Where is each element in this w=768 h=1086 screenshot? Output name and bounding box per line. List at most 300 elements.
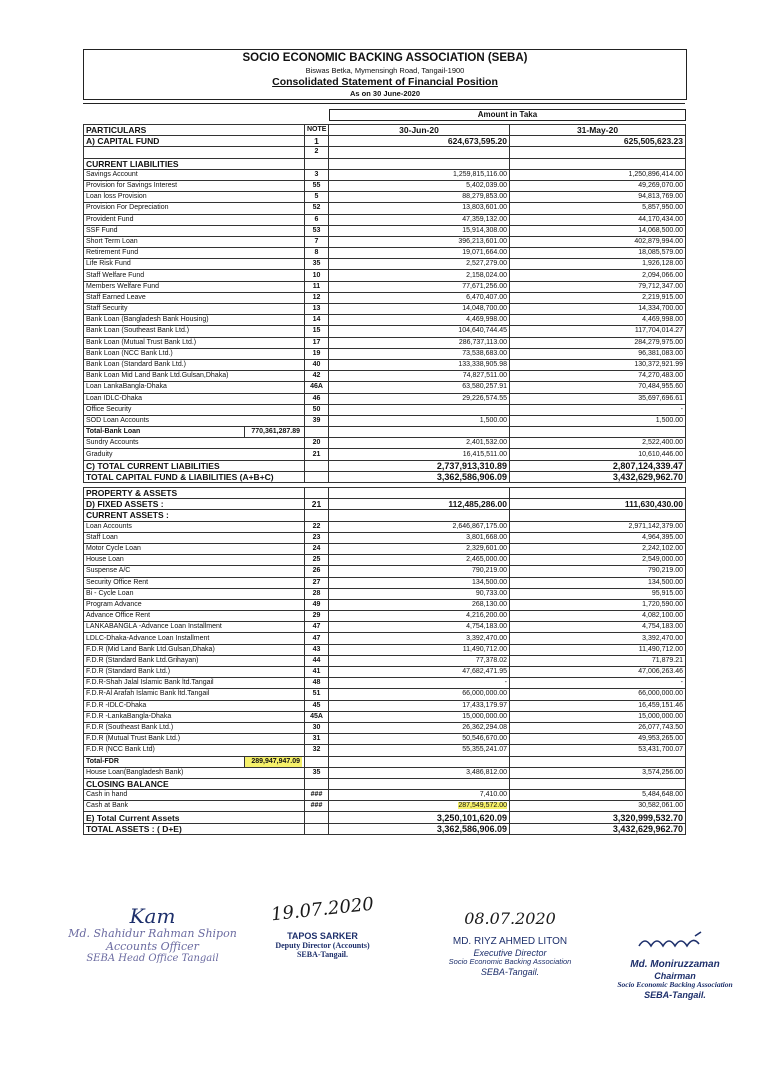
chairman-scribble bbox=[635, 930, 715, 954]
col-particulars: PARTICULARS bbox=[84, 125, 305, 136]
row-label: F.D.R -LankaBangla-Dhaka bbox=[84, 711, 305, 722]
value-30-jun-20 bbox=[329, 812, 510, 823]
row-label: Provident Fund bbox=[84, 214, 305, 225]
row-label: Provision For Depreciation bbox=[84, 203, 305, 214]
value-text: 2,401,532.00 bbox=[466, 439, 507, 447]
row-label: Sundry Accounts bbox=[84, 438, 305, 449]
value-text: 133,338,905.98 bbox=[458, 361, 507, 369]
table-row bbox=[84, 192, 686, 203]
value-30-jun-20 bbox=[329, 599, 510, 610]
value-30-jun-20 bbox=[329, 521, 510, 532]
table-row bbox=[84, 622, 686, 633]
row-note: 25 bbox=[305, 555, 329, 566]
value-31-may-20: - bbox=[510, 404, 686, 415]
value-31-may-20: 2,971,142,379.00 bbox=[510, 521, 686, 532]
signature-scribble: 19.07.2020 bbox=[270, 893, 375, 926]
row-note: 5 bbox=[305, 192, 329, 203]
value-30-jun-20 bbox=[329, 667, 510, 678]
row-label: CLOSING BALANCE bbox=[84, 778, 305, 789]
table-row bbox=[84, 136, 686, 147]
report-header bbox=[83, 49, 687, 100]
row-note: 1 bbox=[305, 136, 329, 147]
row-note: 50 bbox=[305, 404, 329, 415]
value-31-may-20: 94,813,769.00 bbox=[510, 192, 686, 203]
row-label: Loan loss Provision bbox=[84, 192, 305, 203]
org-name: SOCIO ECONOMIC BACKING ASSOCIATION (SEBA) bbox=[242, 52, 528, 64]
value-30-jun-20 bbox=[329, 236, 510, 247]
signer-name: TAPOS SARKER bbox=[287, 930, 358, 941]
value-30-jun-20 bbox=[329, 382, 510, 393]
value-31-may-20 bbox=[510, 756, 686, 767]
value-text: 286,737,113.00 bbox=[458, 338, 507, 346]
table-row bbox=[84, 236, 686, 247]
col-30-jun-20: 30-Jun-20 bbox=[329, 125, 510, 136]
divider bbox=[83, 103, 685, 104]
table-row bbox=[84, 337, 686, 348]
value-31-may-20: 96,381,083.00 bbox=[510, 348, 686, 359]
row-label: TOTAL ASSETS : ( D+E) bbox=[84, 823, 305, 834]
row-label: F.D.R -IDLC-Dhaka bbox=[84, 700, 305, 711]
row-note: 51 bbox=[305, 689, 329, 700]
value-31-may-20: 3,574,256.00 bbox=[510, 767, 686, 778]
signer-name: MD. RIYZ AHMED LITON bbox=[452, 936, 568, 948]
value-30-jun-20 bbox=[329, 566, 510, 577]
value-30-jun-20 bbox=[329, 192, 510, 203]
value-text: 2,329,601.00 bbox=[466, 545, 507, 553]
value-30-jun-20 bbox=[329, 180, 510, 191]
value-31-may-20: 1,926,128.00 bbox=[510, 259, 686, 270]
value-30-jun-20 bbox=[329, 415, 510, 426]
value-text: 396,213,601.00 bbox=[458, 237, 507, 245]
table-row bbox=[84, 510, 686, 521]
row-note bbox=[305, 158, 329, 169]
value-30-jun-20 bbox=[329, 555, 510, 566]
value-31-may-20: 117,704,014.27 bbox=[510, 326, 686, 337]
table-row bbox=[84, 711, 686, 722]
value-30-jun-20 bbox=[329, 404, 510, 415]
table-row bbox=[84, 214, 686, 225]
table-row bbox=[84, 778, 686, 789]
value-31-may-20: 4,754,183.00 bbox=[510, 622, 686, 633]
value-30-jun-20 bbox=[329, 427, 510, 438]
table-row bbox=[84, 499, 686, 510]
row-label: Advance Office Rent bbox=[84, 611, 305, 622]
value-31-may-20: 44,170,434.00 bbox=[510, 214, 686, 225]
row-note: 2 bbox=[305, 147, 329, 158]
value-text: 3,392,470.00 bbox=[466, 634, 507, 642]
value-text: 55,355,241.07 bbox=[462, 746, 507, 754]
value-text: 2,158,024.00 bbox=[466, 271, 507, 279]
table-row bbox=[84, 225, 686, 236]
row-note: 42 bbox=[305, 371, 329, 382]
value-30-jun-20 bbox=[329, 543, 510, 554]
value-text: 2,646,867,175.00 bbox=[452, 522, 507, 530]
row-note: 52 bbox=[305, 203, 329, 214]
row-label: F.D.R (NCC Bank Ltd) bbox=[84, 745, 305, 756]
table-row bbox=[84, 304, 686, 315]
value-text: 3,801,668.00 bbox=[466, 533, 507, 541]
value-30-jun-20 bbox=[329, 136, 510, 147]
subtotal-cell bbox=[84, 427, 305, 438]
value-30-jun-20 bbox=[329, 203, 510, 214]
row-label: F.D.R (Mutual Trust Bank Ltd.) bbox=[84, 734, 305, 745]
signer-place: SEBA-Tangail. bbox=[644, 989, 706, 1000]
row-note: 23 bbox=[305, 532, 329, 543]
value-31-may-20: 14,068,500.00 bbox=[510, 225, 686, 236]
value-text: 134,500.00 bbox=[471, 578, 507, 586]
value-31-may-20: 4,964,395.00 bbox=[510, 532, 686, 543]
row-label: LANKABANGLA -Advance Loan Installment bbox=[84, 622, 305, 633]
row-note: 30 bbox=[305, 722, 329, 733]
value-31-may-20: 2,242,102.00 bbox=[510, 543, 686, 554]
row-note bbox=[305, 823, 329, 834]
org-address: Biswas Betka, Mymensingh Road, Tangail-1900 bbox=[305, 65, 465, 75]
row-label: Bank Loan (NCC Bank Ltd.) bbox=[84, 348, 305, 359]
value-30-jun-20 bbox=[329, 577, 510, 588]
value-text: 112,485,286.00 bbox=[448, 499, 507, 510]
signer-title: Accounts Officer bbox=[106, 939, 199, 953]
table-row bbox=[84, 488, 686, 499]
value-text: 47,359,132.00 bbox=[462, 215, 507, 223]
value-30-jun-20 bbox=[329, 292, 510, 303]
value-31-may-20: 16,459,151.46 bbox=[510, 700, 686, 711]
row-label: TOTAL CAPITAL FUND & LIABILITIES (A+B+C) bbox=[84, 471, 305, 482]
row-note: 35 bbox=[305, 259, 329, 270]
value-text: 29,226,574.55 bbox=[462, 394, 507, 402]
row-note: 24 bbox=[305, 543, 329, 554]
signature-deputy-director bbox=[240, 893, 405, 960]
signer-org: Socio Economic Backing Association bbox=[617, 980, 733, 990]
row-label: F.D.R-Al Arafah Islamic Bank ltd.Tangail bbox=[84, 689, 305, 700]
value-30-jun-20 bbox=[329, 689, 510, 700]
value-text: 2,737,913,310.89 bbox=[436, 460, 507, 471]
row-note: 46A bbox=[305, 382, 329, 393]
value-31-may-20: 35,697,696.61 bbox=[510, 393, 686, 404]
row-label: Cash in hand bbox=[84, 790, 305, 801]
row-note: 29 bbox=[305, 611, 329, 622]
table-row bbox=[84, 566, 686, 577]
row-label: Total-FDR bbox=[86, 757, 119, 765]
signature-chairman bbox=[600, 930, 750, 1000]
row-label: CURRENT ASSETS : bbox=[84, 510, 305, 521]
value-text: 3,250,101,620.09 bbox=[436, 812, 507, 823]
row-note: 35 bbox=[305, 767, 329, 778]
row-note: 10 bbox=[305, 270, 329, 281]
value-30-jun-20 bbox=[329, 588, 510, 599]
row-note: 21 bbox=[305, 449, 329, 460]
row-label: D) FIXED ASSETS : bbox=[84, 499, 305, 510]
row-label: Suspense A/C bbox=[84, 566, 305, 577]
value-31-may-20: 3,320,999,532.70 bbox=[510, 812, 686, 823]
value-text: 26,362,294.08 bbox=[462, 724, 507, 732]
row-note: 40 bbox=[305, 359, 329, 370]
signature-scribble: 08.07.2020 bbox=[464, 909, 556, 928]
value-text: 7,410.00 bbox=[479, 791, 507, 799]
value-31-may-20: 15,000,000.00 bbox=[510, 711, 686, 722]
signer-title: Chairman bbox=[654, 970, 696, 981]
row-note: 19 bbox=[305, 348, 329, 359]
row-label: Loan IDLC-Dhaka bbox=[84, 393, 305, 404]
table-row bbox=[84, 734, 686, 745]
row-label: Retirement Fund bbox=[84, 248, 305, 259]
value-text: 15,914,308.00 bbox=[462, 226, 507, 234]
subtotal-value: 770,361,287.89 bbox=[244, 427, 302, 437]
value-30-jun-20 bbox=[329, 225, 510, 236]
row-label: Bank Loan (Mutual Trust Bank Ltd.) bbox=[84, 337, 305, 348]
value-30-jun-20 bbox=[329, 633, 510, 644]
row-note: 14 bbox=[305, 315, 329, 326]
value-31-may-20: 3,432,629,962.70 bbox=[510, 823, 686, 834]
row-label: A) CAPITAL FUND bbox=[84, 136, 305, 147]
value-31-may-20 bbox=[510, 510, 686, 521]
table-row bbox=[84, 667, 686, 678]
value-31-may-20 bbox=[510, 147, 686, 158]
row-note: 27 bbox=[305, 577, 329, 588]
row-label: Staff Security bbox=[84, 304, 305, 315]
table-row bbox=[84, 203, 686, 214]
signer-org: SEBA-Tangail. bbox=[296, 950, 349, 960]
value-text: 2,465,000.00 bbox=[466, 556, 507, 564]
row-note: 22 bbox=[305, 521, 329, 532]
value-text: 4,216,200.00 bbox=[466, 612, 507, 620]
row-note: 48 bbox=[305, 678, 329, 689]
table-row bbox=[84, 599, 686, 610]
table-row bbox=[84, 404, 686, 415]
table-row bbox=[84, 393, 686, 404]
value-text: 88,279,853.00 bbox=[462, 193, 507, 201]
value-text: 14,048,700.00 bbox=[462, 305, 507, 313]
value-text: 19,071,664.00 bbox=[462, 249, 507, 257]
table-row bbox=[84, 722, 686, 733]
row-label: Total-Bank Loan bbox=[86, 428, 141, 436]
value-30-jun-20 bbox=[329, 499, 510, 510]
value-text: 4,754,183.00 bbox=[466, 623, 507, 631]
row-note: 11 bbox=[305, 281, 329, 292]
value-30-jun-20 bbox=[329, 778, 510, 789]
value-30-jun-20 bbox=[329, 270, 510, 281]
table-row bbox=[84, 180, 686, 191]
row-label: E) Total Current Assets bbox=[84, 812, 305, 823]
row-note: 12 bbox=[305, 292, 329, 303]
value-31-may-20: 5,857,950.00 bbox=[510, 203, 686, 214]
value-31-may-20: 71,879.21 bbox=[510, 655, 686, 666]
value-text: 3,486,812.00 bbox=[466, 768, 507, 776]
row-label: SSF Fund bbox=[84, 225, 305, 236]
table-row bbox=[84, 790, 686, 801]
table-row bbox=[84, 359, 686, 370]
row-note: 49 bbox=[305, 599, 329, 610]
value-31-may-20: 4,082,100.00 bbox=[510, 611, 686, 622]
total-row bbox=[84, 460, 686, 471]
value-31-may-20: 2,522,400.00 bbox=[510, 438, 686, 449]
signature-accounts-officer bbox=[60, 905, 245, 965]
signature-scribble: Kam bbox=[129, 904, 176, 928]
value-text: 268,130.00 bbox=[471, 600, 507, 608]
table-row bbox=[84, 415, 686, 426]
row-note: 20 bbox=[305, 438, 329, 449]
value-30-jun-20 bbox=[329, 371, 510, 382]
row-note: 45A bbox=[305, 711, 329, 722]
value-31-may-20: 130,372,921.99 bbox=[510, 359, 686, 370]
value-text: - bbox=[504, 679, 507, 687]
row-note: 31 bbox=[305, 734, 329, 745]
signer-name: Md. Shahidur Rahman Shipon bbox=[68, 927, 237, 940]
signer-name: Md. Moniruzzaman bbox=[630, 959, 720, 971]
row-label: Bank Loan Mid Land Bank Ltd.Gulsan,Dhaka) bbox=[84, 371, 305, 382]
value-30-jun-20 bbox=[329, 488, 510, 499]
value-31-may-20: 790,219.00 bbox=[510, 566, 686, 577]
table-row bbox=[84, 292, 686, 303]
value-30-jun-20 bbox=[329, 315, 510, 326]
value-31-may-20: 30,582,061.00 bbox=[510, 801, 686, 812]
table-row bbox=[84, 248, 686, 259]
value-text: 790,219.00 bbox=[471, 567, 507, 575]
value-30-jun-20 bbox=[329, 281, 510, 292]
row-label: Security Office Rent bbox=[84, 577, 305, 588]
value-text: 624,673,595.20 bbox=[447, 136, 507, 147]
row-label: Short Term Loan bbox=[84, 236, 305, 247]
signer-title: Executive Director bbox=[473, 947, 547, 958]
row-note: 13 bbox=[305, 304, 329, 315]
value-text: 1,500.00 bbox=[479, 416, 507, 424]
row-label: Staff Loan bbox=[84, 532, 305, 543]
table-row bbox=[84, 577, 686, 588]
value-30-jun-20 bbox=[329, 248, 510, 259]
row-note: 28 bbox=[305, 588, 329, 599]
value-30-jun-20 bbox=[329, 745, 510, 756]
row-label: F.D.R (Standard Bank Ltd.) bbox=[84, 667, 305, 678]
row-note: 6 bbox=[305, 214, 329, 225]
value-text: 77,671,256.00 bbox=[462, 282, 507, 290]
row-label: Bi - Cycle Loan bbox=[84, 588, 305, 599]
value-31-may-20 bbox=[510, 427, 686, 438]
value-30-jun-20 bbox=[329, 678, 510, 689]
value-31-may-20: 47,006,263.46 bbox=[510, 667, 686, 678]
row-note bbox=[305, 471, 329, 482]
value-30-jun-20 bbox=[329, 438, 510, 449]
table-row bbox=[84, 169, 686, 180]
table-row bbox=[84, 270, 686, 281]
statement-date: As on 30 June-2020 bbox=[349, 88, 421, 98]
table-row bbox=[84, 315, 686, 326]
value-30-jun-20 bbox=[329, 326, 510, 337]
row-note: 21 bbox=[305, 499, 329, 510]
row-label: Staff Welfare Fund bbox=[84, 270, 305, 281]
row-note: 17 bbox=[305, 337, 329, 348]
value-30-jun-20 bbox=[329, 510, 510, 521]
value-30-jun-20 bbox=[329, 734, 510, 745]
row-note bbox=[305, 427, 329, 438]
row-note: 55 bbox=[305, 180, 329, 191]
value-31-may-20: 49,269,070.00 bbox=[510, 180, 686, 191]
row-label: Bank Loan (Southeast Bank Ltd.) bbox=[84, 326, 305, 337]
statement-title: Consolidated Statement of Financial Position bbox=[272, 76, 498, 88]
value-text: 3,362,586,906.09 bbox=[436, 823, 507, 834]
value-31-may-20: - bbox=[510, 678, 686, 689]
row-label: Loan Accounts bbox=[84, 521, 305, 532]
col-31-may-20: 31-May-20 bbox=[510, 125, 686, 136]
row-label: LDLC-Dhaka-Advance Loan Installment bbox=[84, 633, 305, 644]
value-31-may-20 bbox=[510, 158, 686, 169]
value-text: 3,362,586,906.09 bbox=[436, 471, 507, 482]
value-text: 90,733.00 bbox=[475, 589, 507, 597]
row-label: F.D.R (Mid Land Bank Ltd.Gulsan,Dhaka) bbox=[84, 644, 305, 655]
value-text: 2,527,279.00 bbox=[466, 260, 507, 268]
row-label: House Loan bbox=[84, 555, 305, 566]
value-31-may-20: 53,431,700.07 bbox=[510, 745, 686, 756]
table-row bbox=[84, 555, 686, 566]
col-note: NOTE bbox=[305, 125, 329, 136]
value-30-jun-20 bbox=[329, 359, 510, 370]
value-text: 5,402,039.00 bbox=[466, 182, 507, 190]
value-31-may-20: 74,270,483.00 bbox=[510, 371, 686, 382]
table-row bbox=[84, 449, 686, 460]
row-label: Office Security bbox=[84, 404, 305, 415]
table-row bbox=[84, 521, 686, 532]
value-31-may-20: 284,279,975.00 bbox=[510, 337, 686, 348]
row-label: Bank Loan (Standard Bank Ltd.) bbox=[84, 359, 305, 370]
table-row bbox=[84, 767, 686, 778]
value-31-may-20: 1,250,896,414.00 bbox=[510, 169, 686, 180]
value-30-jun-20 bbox=[329, 801, 510, 812]
row-note: 15 bbox=[305, 326, 329, 337]
row-note: 32 bbox=[305, 745, 329, 756]
value-31-may-20: 2,094,066.00 bbox=[510, 270, 686, 281]
row-label bbox=[84, 147, 305, 158]
value-31-may-20 bbox=[510, 778, 686, 789]
row-note: ### bbox=[305, 801, 329, 812]
value-31-may-20: 3,432,629,962.70 bbox=[510, 471, 686, 482]
row-note: 7 bbox=[305, 236, 329, 247]
row-note bbox=[305, 812, 329, 823]
signature-executive-director bbox=[425, 910, 595, 977]
value-text: 47,682,471.95 bbox=[462, 668, 507, 676]
value-31-may-20: 1,720,590.00 bbox=[510, 599, 686, 610]
row-note bbox=[305, 778, 329, 789]
row-note: 8 bbox=[305, 248, 329, 259]
row-note bbox=[305, 488, 329, 499]
value-30-jun-20 bbox=[329, 532, 510, 543]
value-30-jun-20 bbox=[329, 756, 510, 767]
signer-place: SEBA-Tangail. bbox=[480, 966, 540, 977]
row-label: F.D.R (Southeast Bank Ltd.) bbox=[84, 722, 305, 733]
row-note: 43 bbox=[305, 644, 329, 655]
value-30-jun-20 bbox=[329, 259, 510, 270]
value-text: 50,546,670.00 bbox=[462, 735, 507, 743]
value-text: 66,000,000.00 bbox=[462, 690, 507, 698]
value-text: 77,378.02 bbox=[475, 656, 507, 664]
value-30-jun-20 bbox=[329, 348, 510, 359]
signer-org: SEBA Head Office Tangail bbox=[86, 953, 219, 965]
row-label: Savings Account bbox=[84, 169, 305, 180]
value-text: 13,803,601.00 bbox=[462, 204, 507, 212]
row-note: 39 bbox=[305, 415, 329, 426]
value-text: 15,000,000.00 bbox=[462, 712, 507, 720]
value-31-may-20: 14,334,700.00 bbox=[510, 304, 686, 315]
row-note: 3 bbox=[305, 169, 329, 180]
value-30-jun-20 bbox=[329, 790, 510, 801]
row-note: 45 bbox=[305, 700, 329, 711]
row-label: PROPERTY & ASSETS bbox=[84, 488, 305, 499]
table-row bbox=[84, 801, 686, 812]
value-31-may-20: 10,610,446.00 bbox=[510, 449, 686, 460]
table-row bbox=[84, 745, 686, 756]
signer-org: Socio Economic Backing Association bbox=[448, 957, 572, 967]
table-row bbox=[84, 689, 686, 700]
value-30-jun-20 bbox=[329, 304, 510, 315]
value-31-may-20: 4,469,998.00 bbox=[510, 315, 686, 326]
value-31-may-20: 2,219,915.00 bbox=[510, 292, 686, 303]
